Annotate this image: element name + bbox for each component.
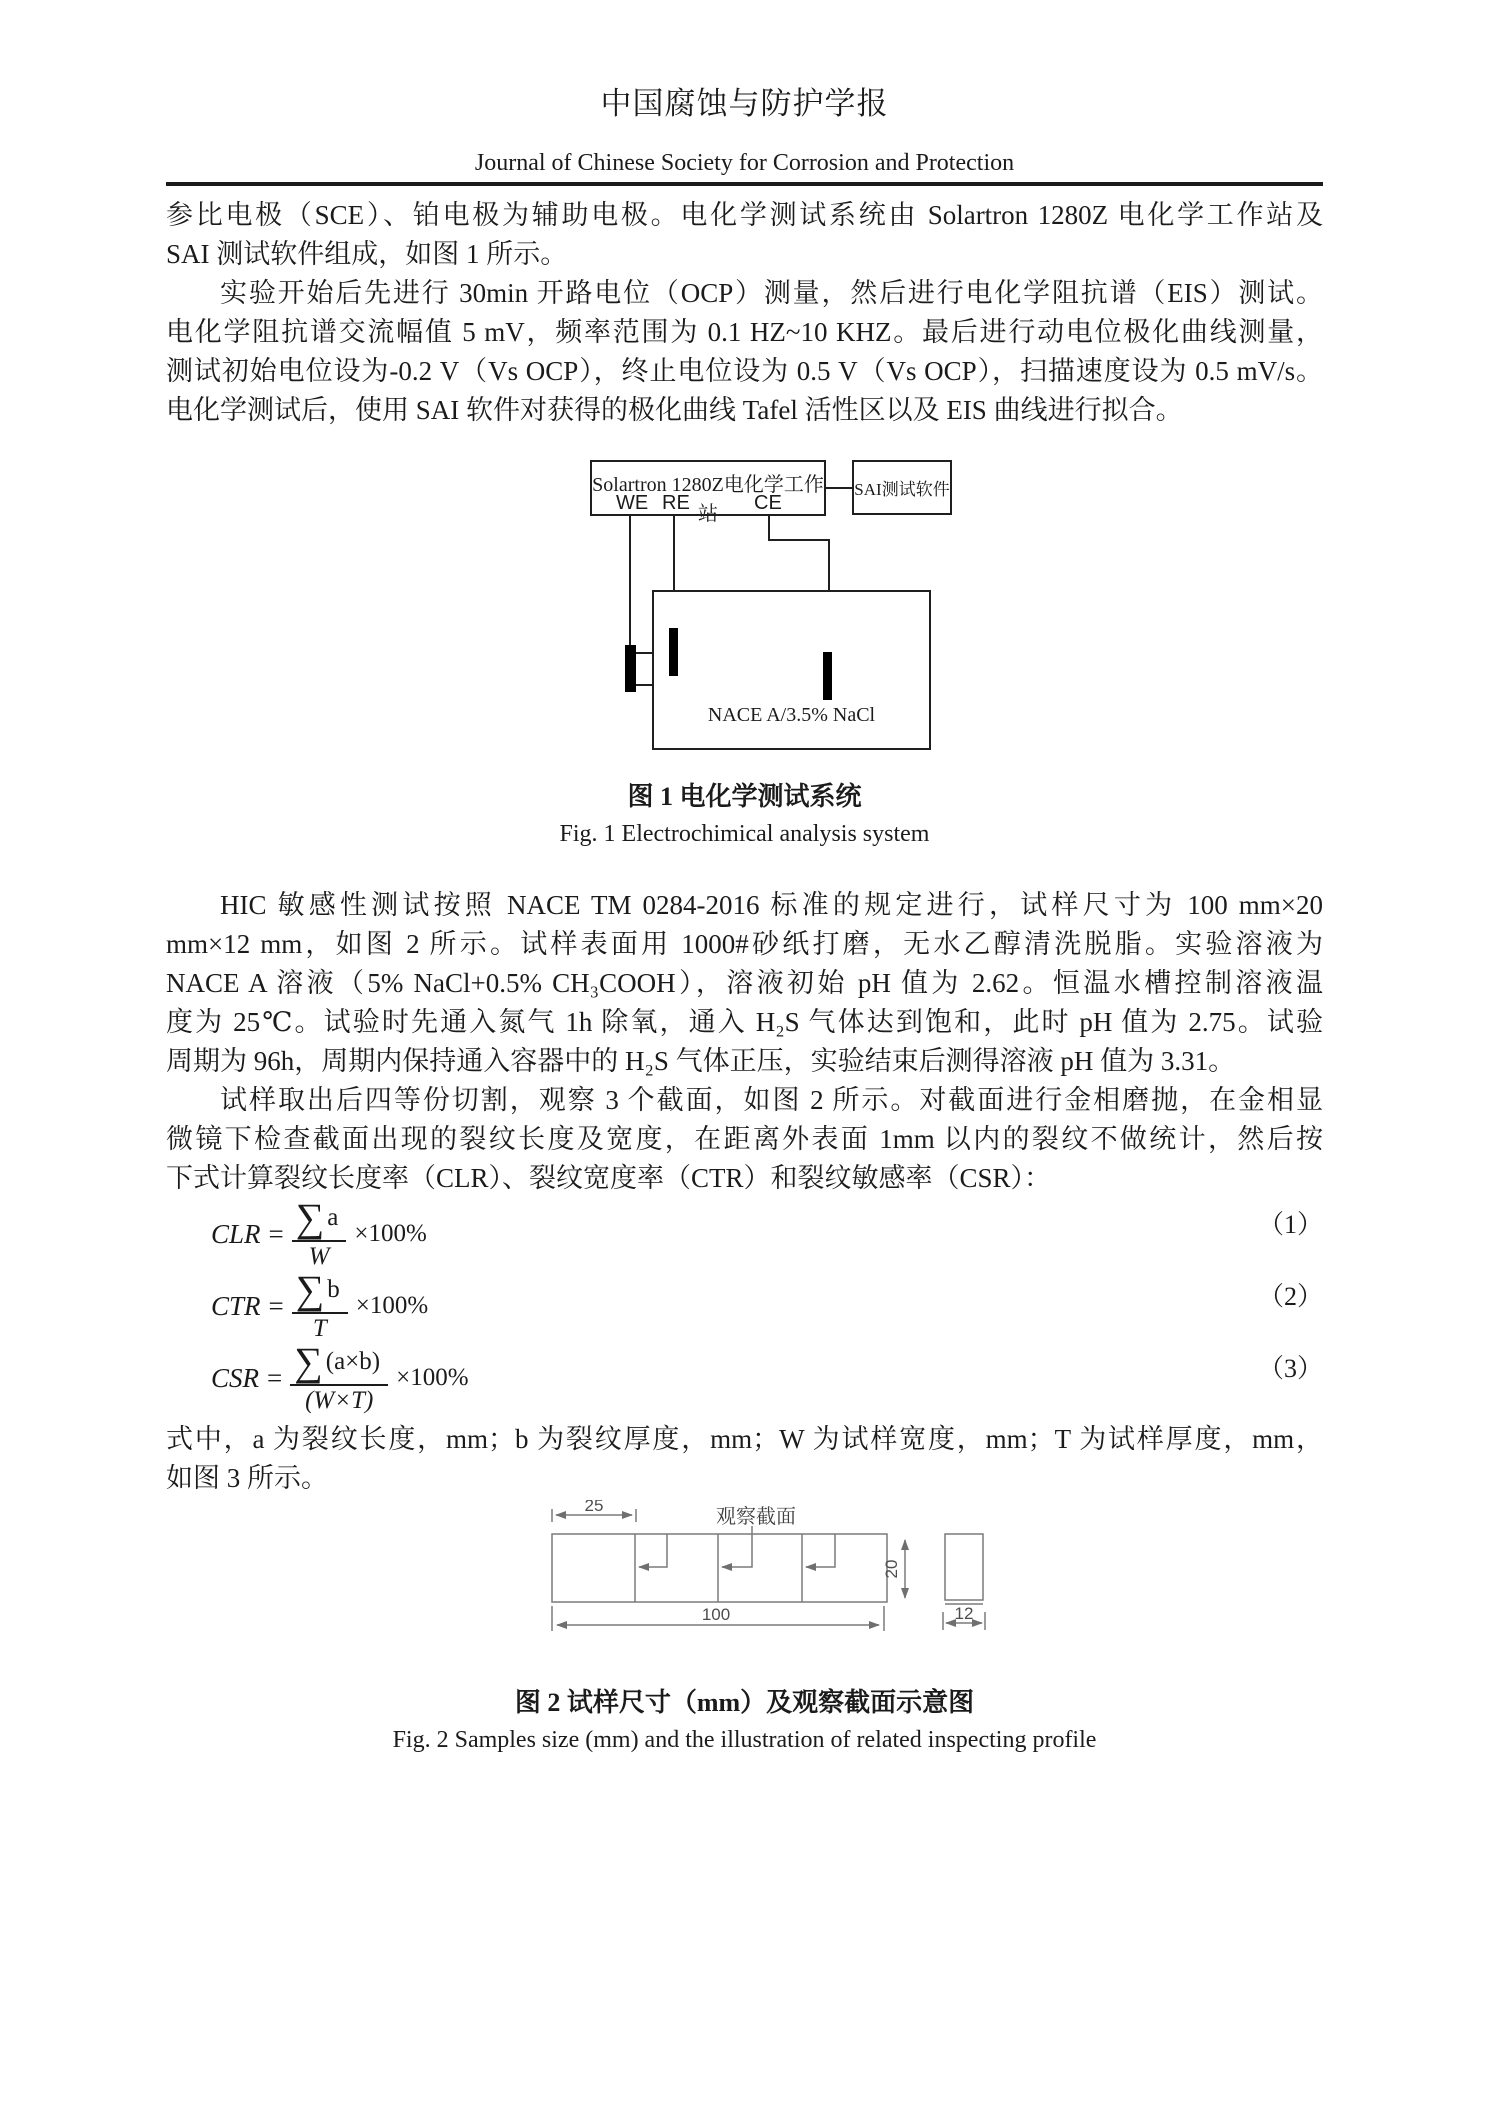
observed-section-label: 观察截面 (716, 1506, 796, 1528)
we-mount-line-top (636, 652, 653, 654)
we-mount-line-bottom (636, 684, 653, 686)
ce-wire-horizontal (768, 539, 830, 541)
equation-number: （3） (1257, 1354, 1323, 1383)
paragraph-variable-definitions (166, 1420, 1323, 1498)
equation-suffix: ×100% (355, 1292, 429, 1319)
fraction (292, 1197, 347, 1271)
text-line: 如图 3 所示。 (166, 1463, 328, 1493)
terminal-ce-label: CE (754, 492, 782, 514)
paragraph-intro (166, 196, 1323, 274)
equation-clr (211, 1195, 1323, 1270)
connector-line (826, 487, 852, 489)
working-electrode (625, 645, 636, 692)
counter-electrode (823, 652, 832, 700)
sigma-symbol: ∑ (295, 1195, 325, 1240)
software-box (852, 460, 952, 515)
header-rule (166, 182, 1323, 186)
text-line: 式中，a 为裂纹长度，mm；b 为裂纹厚度，mm；W 为试样宽度，mm；T 为试样厚度，mm， (166, 1424, 1323, 1454)
side-rect (945, 1534, 983, 1600)
equals-sign: = (267, 1362, 283, 1393)
sample-rect (552, 1534, 887, 1602)
numerator-variable: (a×b) (325, 1348, 381, 1375)
text-line: 周期为 96h，周期内保持通入容器中的 H₂S 气体正压，实验结束后测得溶液 pH 值为 3.31。 (166, 1046, 1236, 1076)
denominator-variable: T (312, 1315, 327, 1342)
equals-sign: = (268, 1290, 284, 1321)
fraction (290, 1341, 388, 1415)
journal-title-zh: 中国腐蚀与防护学报 (600, 86, 889, 121)
text-line: 度为 25℃。试验时先通入氮气 1h 除氧，通入 H₂S 气体达到饱和，此时 pH 值为 2.75。试验 (166, 1007, 1323, 1037)
text-line: HIC 敏感性测试按照 NACE TM 0284-2016 标准的规定进行，试样尺寸为 100 mm×20 (220, 890, 1323, 920)
workstation-label: Solartron 1280Z电化学工作站 (592, 474, 824, 525)
equation-number: （1） (1257, 1210, 1323, 1239)
workstation-box (590, 460, 826, 525)
text-line: 测试初始电位设为-0.2 V（Vs OCP），终止电位设为 0.5 V（Vs OCP），扫描速度设为 0.5 mV/s。 (166, 356, 1323, 386)
software-label: SAI测试软件 (854, 480, 950, 499)
text-line: 电化学测试后，使用 SAI 软件对获得的极化曲线 Tafel 活性区以及 EIS 曲线进行拟合。 (166, 395, 1183, 425)
reference-electrode (669, 628, 678, 676)
section-arrow (639, 1534, 667, 1567)
equation-suffix: ×100% (396, 1364, 469, 1391)
denominator-variable: (W×T) (305, 1387, 374, 1414)
equation-ctr (211, 1267, 1323, 1342)
numerator-variable: b (327, 1276, 340, 1303)
figure1-caption-en: Fig. 1 Electrochimical analysis system (559, 821, 930, 847)
figure1-diagram (166, 458, 1323, 758)
paragraph-crack-measure (166, 1081, 1323, 1198)
section-arrow (806, 1534, 835, 1567)
text-line: 下式计算裂纹长度率（CLR）、裂纹宽度率（CTR）和裂纹敏感率（CSR）： (166, 1163, 1052, 1193)
text-line: 参比电极（SCE）、铂电极为辅助电极。电化学测试系统由 Solartron 1280Z 电化学工作站及 (166, 200, 1323, 230)
figure2-caption-en: Fig. 2 Samples size (mm) and the illustration of related inspecting profile (392, 1727, 1097, 1753)
equation-lhs: CTR (211, 1290, 261, 1321)
dim-label-12: 12 (954, 1604, 974, 1623)
figure2-drawing (166, 1500, 1323, 1650)
dim-label-100: 100 (701, 1605, 731, 1624)
figure2-caption-zh: 图 2 试样尺寸（mm）及观察截面示意图 (514, 1688, 975, 1717)
text-line: mm×12 mm，如图 2 所示。试样表面用 1000#砂纸打磨，无水乙醇清洗脱脂。实验溶液为 (166, 929, 1323, 959)
equation-number: （2） (1257, 1282, 1323, 1311)
fraction-numerator (292, 1269, 348, 1314)
ce-wire-vertical1 (768, 516, 770, 541)
dim-label-20: 20 (882, 1559, 901, 1579)
text-line: 电化学阻抗谱交流幅值 5 mV，频率范围为 0.1 HZ~10 KHZ。最后进行动电位极化曲线测量， (166, 317, 1323, 347)
text-line: 微镜下检查截面出现的裂纹长度及宽度，在距离外表面 1mm 以内的裂纹不做统计，然后按 (166, 1124, 1323, 1154)
fraction-numerator (290, 1341, 388, 1386)
equation-csr (211, 1339, 1323, 1414)
equation-lhs: CLR (211, 1218, 261, 1249)
dim-label-25: 25 (584, 1500, 604, 1515)
terminal-we-label: WE (616, 492, 649, 514)
text-line: NACE A 溶液（5% NaCl+0.5% CH₃COOH），溶液初始 pH 值为 2.62。恒温水槽控制溶液温 (166, 968, 1323, 998)
fraction (292, 1269, 348, 1343)
paragraph-electrochem-procedure (166, 274, 1323, 430)
equation-lhs: CSR (211, 1362, 260, 1393)
sigma-symbol: ∑ (294, 1339, 323, 1384)
text-line: 实验开始后先进行 30min 开路电位（OCP）测量，然后进行电化学阻抗谱（EIS）测试。 (220, 278, 1323, 308)
numerator-variable: a (327, 1204, 339, 1231)
paragraph-hic-test (166, 886, 1323, 1081)
text-line: SAI 测试软件组成，如图 1 所示。 (166, 239, 568, 269)
denominator-variable: W (308, 1243, 330, 1270)
terminal-re-label: RE (662, 492, 690, 514)
text-line: 试样取出后四等份切割，观察 3 个截面，如图 2 所示。对截面进行金相磨抛，在金相显 (220, 1085, 1323, 1115)
figure1-caption-zh: 图 1 电化学测试系统 (627, 782, 862, 811)
equation-suffix: ×100% (354, 1220, 427, 1247)
sigma-symbol: ∑ (295, 1267, 325, 1312)
fraction-numerator (292, 1197, 347, 1242)
section-arrow (722, 1534, 752, 1567)
journal-title-en: Journal of Chinese Society for Corrosion and Protection (474, 150, 1015, 176)
solution-label: NACE A/3.5% NaCl (707, 704, 876, 726)
page-content (166, 0, 1323, 1754)
equals-sign: = (268, 1218, 284, 1249)
we-wire (629, 516, 631, 645)
